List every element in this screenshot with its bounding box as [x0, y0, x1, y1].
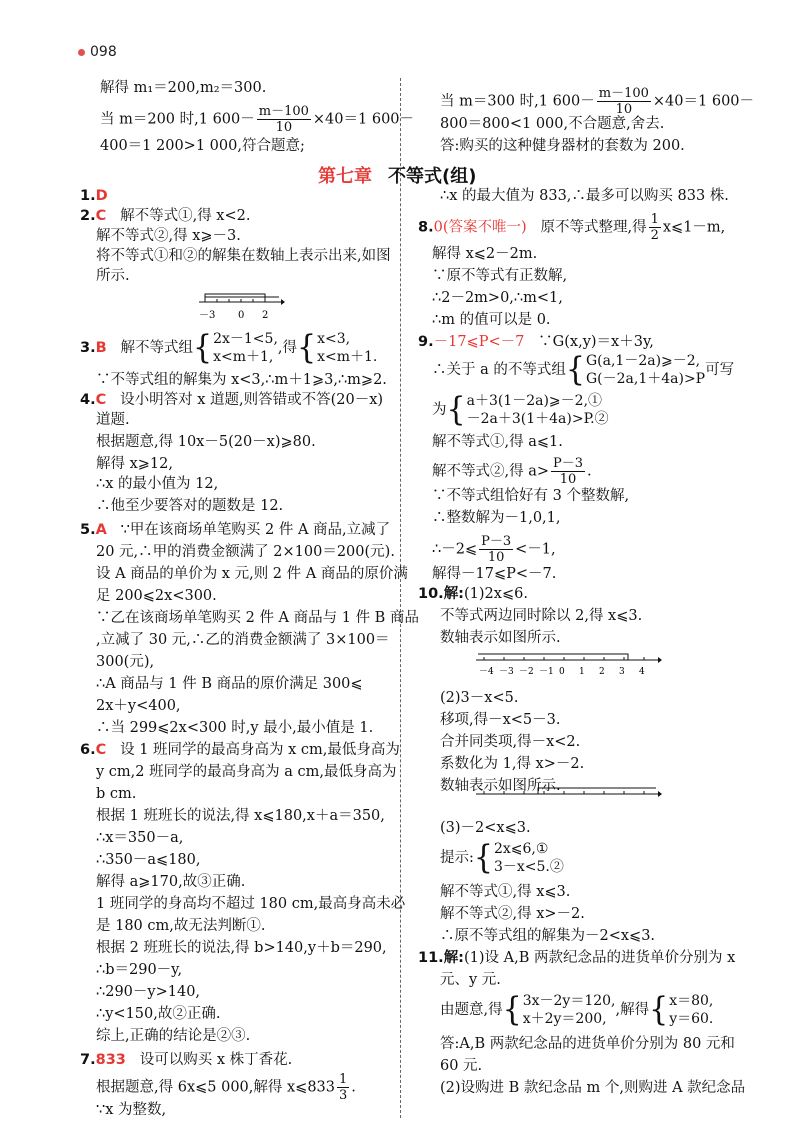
tick-label: 0	[559, 667, 565, 677]
text-line: 60 元.	[440, 1058, 483, 1074]
text-line: 800＝800<1 000,不合题意,舍去.	[440, 116, 665, 132]
text-line: 根据题意,得 6x⩽5 000,解得 x⩽833 $\frac{1}{3}$ .	[96, 1072, 356, 1103]
text-line: (2)设购进 B 款纪念品 m 个,则购进 A 款纪念品	[440, 1080, 746, 1096]
text-line: ∵乙在该商场单笔购买 2 件 A 商品与 1 件 B 商品	[96, 610, 419, 626]
text-line: 道题.	[96, 412, 130, 428]
text-line: 解得 x⩾12,	[96, 456, 173, 472]
text-line: 元、y 元.	[440, 972, 501, 988]
text-line: ∵不等式组的解集为 x<3,∴m＋1⩾3,∴m⩾2.	[96, 372, 387, 388]
text-line: 设 A 商品的单价为 x 元,则 2 件 A 商品的原价满	[96, 566, 408, 582]
text-line: 解不等式②,得 x>－2.	[440, 906, 585, 922]
text-line: ∴x＝350－a,	[96, 830, 184, 846]
page-number: 098	[78, 44, 117, 60]
text-line: ∴2－2m>0,∴m<1,	[432, 290, 563, 306]
text-line: 2x＋y<400,	[96, 698, 181, 714]
tick-label: 2	[262, 310, 269, 321]
answer-label: B	[95, 340, 107, 356]
text-line: (3)－2<x⩽3.	[440, 820, 531, 836]
fraction: $\frac{1}{2}$	[650, 212, 659, 243]
bullet-icon	[78, 49, 85, 56]
text-line: 数轴表示如图所示.	[440, 630, 561, 646]
text-line: ∴原不等式组的解集为－2<x⩽3.	[440, 928, 656, 944]
text-line: 足 200⩽2x<300.	[96, 588, 217, 604]
text-line: 解不等式②,得 a> $\frac{P-3}{10}$ .	[432, 456, 592, 487]
answer-label: C	[95, 742, 107, 758]
text-line: 解不等式②,得 x⩾－3.	[96, 228, 241, 244]
fraction: $\frac{1}{3}$	[339, 1072, 348, 1103]
fraction: $\frac{m-100}{10}$	[258, 104, 309, 135]
text-line: ,立减了 30 元,∴乙的消费金额满了 3×100＝	[96, 632, 390, 648]
answer-label: －17⩽P<－7	[433, 334, 525, 350]
text-line: y cm,2 班同学的最高身高为 a cm,最低身高为	[96, 764, 397, 780]
text-line: (2)3－x<5.	[440, 690, 519, 706]
text-line: 400＝1 200>1 000,符合题意;	[100, 138, 305, 154]
tick-label: －3	[499, 667, 514, 677]
text-line: ∴m 的值可以是 0.	[432, 312, 551, 328]
text-line: ∴b＝290－y,	[96, 962, 183, 978]
text-line: ∴290－y>140,	[96, 984, 201, 1000]
text-line: 解得 a⩾170,故③正确.	[96, 874, 246, 890]
tick-label: －1	[539, 667, 554, 677]
text-line: 解得 m₁＝200,m₂＝300.	[100, 80, 267, 96]
text-line: 300(元),	[96, 654, 155, 670]
text-line: 根据题意,得 10x－5(20－x)⩾80.	[96, 434, 316, 450]
text-line: 当 m＝200 时,1 600－ $\frac{m-100}{10}$ ×40＝1 600－	[100, 104, 415, 135]
text-line: 根据 2 班班长的说法,得 b>140,y＋b＝290,	[96, 940, 387, 956]
text-line: 20 元,∴甲的消费金额满了 2×100＝200(元).	[96, 544, 395, 560]
answer-label: A	[95, 522, 107, 538]
text-line: ∴A 商品与 1 件 B 商品的原价满足 300⩽	[96, 676, 363, 692]
text-line: ∵原不等式有正数解,	[432, 268, 568, 284]
column-divider	[400, 78, 401, 1118]
number-line-q10-1	[474, 648, 664, 680]
number-line-q2	[195, 288, 285, 322]
answer-label: 0(答案不唯一)	[433, 219, 527, 236]
text-line: 系数化为 1,得 x>－2.	[440, 756, 585, 772]
answer-label: C	[95, 208, 107, 224]
tick-label: 0	[238, 310, 245, 321]
text-line: ∵不等式组恰好有 3 个整数解,	[432, 488, 630, 504]
text-line: 合并同类项,得－x<2.	[440, 734, 581, 750]
tick-label: 1	[579, 667, 585, 677]
tick-label: －2	[519, 667, 534, 677]
text-line: 1 班同学的身高均不超过 180 cm,最高身高未必	[96, 896, 406, 912]
chapter-heading: 第七章 不等式(组)	[318, 166, 477, 187]
fraction: $\frac{P-3}{10}$	[481, 534, 512, 565]
number-line-q10-2	[474, 774, 664, 806]
fraction: $\frac{m-100}{10}$	[598, 86, 649, 117]
tick-label: －4	[479, 667, 494, 677]
text-line: 将不等式①和②的解集在数轴上表示出来,如图	[96, 248, 391, 264]
text-line: 解得 x⩽2－2m.	[432, 246, 538, 262]
tick-label: 3	[619, 667, 625, 677]
answer-label: 833	[95, 1052, 126, 1068]
text-line: 是 180 cm,故无法判断①.	[96, 918, 266, 934]
answer-label: D	[95, 188, 108, 204]
text-line: 移项,得－x<5－3.	[440, 712, 561, 728]
tick-label: 2	[599, 667, 605, 677]
text-line: 数轴表示如图所示.	[440, 778, 561, 794]
text-line: 解不等式①,得 a⩽1.	[432, 434, 563, 450]
text-line: ∴整数解为－1,0,1,	[432, 510, 561, 526]
text-line: ∴y<150,故②正确.	[96, 1006, 221, 1022]
text-line: ∴－2⩽ $\frac{P-3}{10}$ <－1,	[432, 534, 556, 565]
answer-label: C	[95, 392, 107, 408]
text-line: ∴当 299⩽2x<300 时,y 最小,最小值是 1.	[96, 720, 374, 736]
tick-label: 4	[639, 667, 645, 677]
text-line: 当 m＝300 时,1 600－ $\frac{m-100}{10}$ ×40＝1 600－	[440, 86, 755, 117]
text-line: 根据 1 班班长的说法,得 x⩽180,x＋a＝350,	[96, 808, 385, 824]
text-line: 综上,正确的结论是②③.	[96, 1028, 251, 1044]
text-line: 答:购买的这种健身器材的套数为 200.	[440, 138, 685, 154]
text-line: ∵x 为整数,	[96, 1102, 167, 1118]
text-line: b cm.	[96, 786, 137, 802]
fraction: $\frac{P-3}{10}$	[553, 456, 584, 487]
text-line: 不等式两边同时除以 2,得 x⩽3.	[440, 608, 643, 624]
tick-label: －3	[199, 310, 216, 321]
text-line: ∴x 的最小值为 12,	[96, 476, 219, 492]
text-line: 所示.	[96, 268, 130, 284]
text-line: 答:A,B 两款纪念品的进货单价分别为 80 元和	[440, 1036, 735, 1052]
text-line: ∴350－a⩽180,	[96, 852, 201, 868]
text-line: 解得－17⩽P<－7.	[432, 566, 557, 582]
text-line: ∴他至少要答对的题数是 12.	[96, 498, 284, 514]
text-line: 解不等式①,得 x⩽3.	[440, 884, 571, 900]
text-line: ∴x 的最大值为 833,∴最多可以购买 833 株.	[440, 188, 729, 204]
